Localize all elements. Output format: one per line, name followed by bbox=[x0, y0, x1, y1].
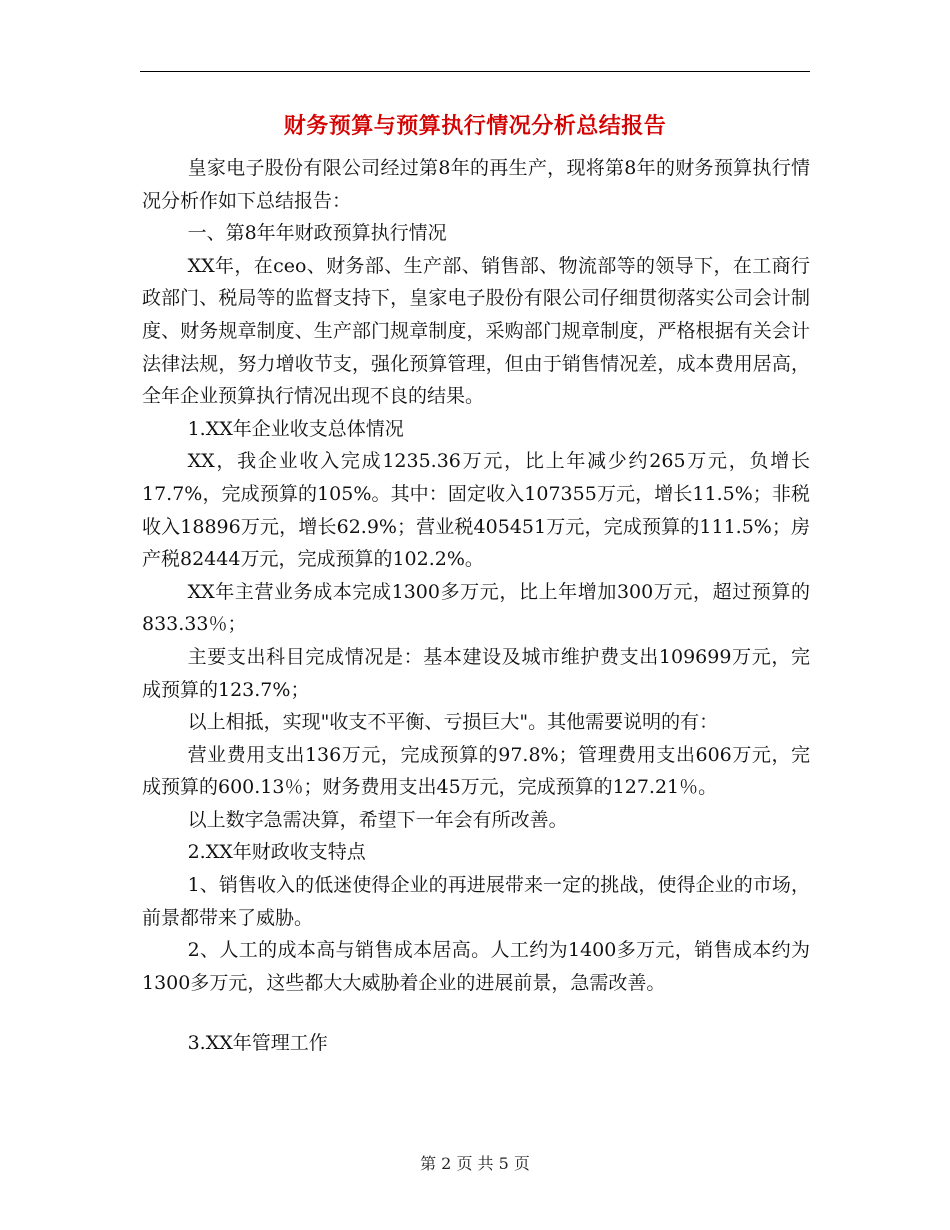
paragraph-intro: 皇家电子股份有限公司经过第8年的再生产，现将第8年的财务预算执行情况分析作如下总结报告： bbox=[142, 157, 810, 212]
paragraph-feature-2: 2、人工的成本高与销售成本居高。人工约为1400多万元，销售成本约为1300多万元，这些都大大威胁着企业的进展前景，急需改善。 bbox=[142, 939, 810, 994]
paragraph-conclusion: 以上数字急需决算，希望下一年会有所改善。 bbox=[187, 808, 568, 831]
paragraph-feature-1: 1、销售收入的低迷使得企业的再进展带来一定的挑战，使得企业的市场，前景都带来了威胁。 bbox=[142, 874, 810, 929]
document-title: 财务预算与预算执行情况分析总结报告 bbox=[283, 113, 667, 139]
subsection-heading-2: 2.XX年财政收支特点 bbox=[187, 841, 366, 864]
paragraph-expenditure: 主要支出科目完成情况是：基本建设及城市维护费支出109699万元，完成预算的123.7%； bbox=[142, 645, 810, 701]
subsection-heading-1: 1.XX年企业收支总体情况 bbox=[187, 417, 404, 440]
subsection-heading-3: 3.XX年管理工作 bbox=[187, 1032, 328, 1055]
header-rule bbox=[140, 71, 810, 72]
section-heading-1: 一、第8年年财政预算执行情况 bbox=[187, 222, 447, 245]
paragraph-overview: XX年，在ceo、财务部、生产部、销售部、物流部等的领导下，在工商行政部门、税局等的监督支持下，皇家电子股份有限公司仔细贯彻落实公司会计制度、财务规章制度、生产部门规章制度，采购部门规章制度，严格根据有关会计法律法规，努力增收节支，强化预算管理，但由于销售情况差，成本费用居高，全年企业预算执行情况出现不良的结果。 bbox=[142, 254, 810, 408]
paragraph-cost: XX年主营业务成本完成1300多万元，比上年增加300万元，超过预算的833.33％； bbox=[142, 580, 810, 636]
paragraph-revenue: XX，我企业收入完成1235.36万元，比上年减少约265万元，负增长17.7%，完成预算的105%。其中：固定收入107355万元，增长11.5%；非税收入18896万元，增长62.9%；营业税405451万元，完成预算的111.5%；房产税82444万元，完成预算的102.2%。 bbox=[142, 450, 810, 571]
page-indicator: 第 2 页 共 5 页 bbox=[420, 1154, 530, 1173]
paragraph-expenses: 营业费用支出136万元，完成预算的97.8%；管理费用支出606万元，完成预算的600.13％；财务费用支出45万元，完成预算的127.21％。 bbox=[142, 743, 810, 799]
document-body bbox=[142, 152, 810, 1060]
paragraph-balance: 以上相抵，实现"收支不平衡、亏损巨大"。其他需要说明的有： bbox=[187, 711, 719, 734]
